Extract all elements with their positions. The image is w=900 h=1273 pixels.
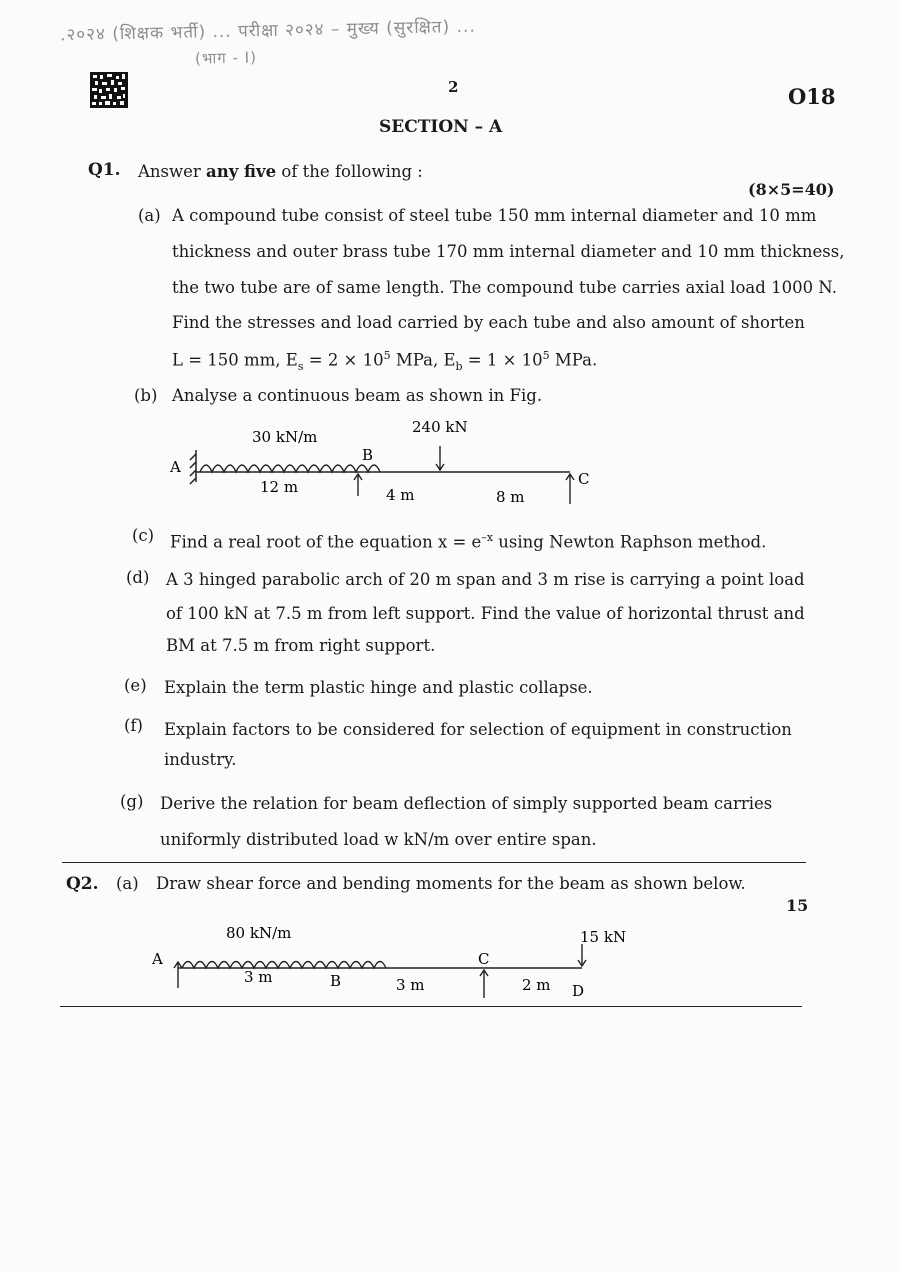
q1b-label: (b) <box>134 386 158 405</box>
q1a-label: (a) <box>138 206 161 225</box>
q1d-line-3: BM at 7.5 m from right support. <box>166 636 436 655</box>
q1-marks: (8×5=40) <box>748 180 835 199</box>
fig2-label-A: A <box>152 950 163 968</box>
q2-marks: 15 <box>786 896 809 915</box>
q1e-label: (e) <box>124 676 147 695</box>
q1c-text: Find a real root of the equation $x = e^{-x}$ using Newton Raphson method. <box>170 531 767 552</box>
q2a-label: (a) <box>116 874 139 893</box>
fig2-point-load-arrow-icon <box>578 944 586 966</box>
q1e-text: Explain the term plastic hinge and plastic collapse. <box>164 678 593 697</box>
fig2-label-B: B <box>330 972 342 990</box>
q1g-line-2: uniformly distributed load w kN/m over entire span. <box>160 830 597 849</box>
q1g-label: (g) <box>120 792 144 811</box>
fig1-udl-icon <box>200 465 380 472</box>
question-number-1: Q1. <box>88 160 121 180</box>
q1g-line-1: Derive the relation for beam deflection of simply supported beam carries <box>160 794 773 813</box>
fig1-point-load-arrow-icon <box>436 446 444 470</box>
q1d-line-2: of 100 kN at 7.5 m from left support. Find the value of horizontal thrust and <box>166 604 805 623</box>
q1a-line-2: thickness and outer brass tube 170 mm internal diameter and 10 mm thickness, <box>172 242 845 261</box>
fixed-support-icon <box>190 450 196 484</box>
q1a-line-3: the two tube are of same length. The compound tube carries axial load 1000 N. <box>172 278 837 297</box>
continuous-beam-figure <box>160 412 620 512</box>
overhanging-beam-figure <box>140 918 640 1004</box>
fig1-label-B: B <box>362 446 374 464</box>
q1a-line-1: A compound tube consist of steel tube 150 mm internal diameter and 10 mm <box>172 206 817 225</box>
fig2-span-BC: 3 m <box>396 976 425 994</box>
fig1-support-C-icon <box>566 474 574 504</box>
q1c-label: (c) <box>132 526 155 545</box>
q1f-label: (f) <box>124 716 143 735</box>
fig1-support-B-icon <box>354 474 362 496</box>
fig2-label-C: C <box>478 950 490 968</box>
divider-bottom <box>60 1006 802 1007</box>
q1a-line-5: L = 150 mm, $E_s = 2 \times 10^5$ MPa, $E_b = 1 \times 10^5$ MPa. <box>172 349 598 373</box>
page-number: 2 <box>448 78 459 96</box>
fig2-support-A-icon <box>174 962 182 988</box>
q1f-line-1: Explain factors to be considered for selection of equipment in construction <box>164 720 792 739</box>
fig2-label-D: D <box>572 982 585 1000</box>
q1f-line-2: industry. <box>164 750 237 769</box>
fig2-udl-icon <box>182 962 386 969</box>
question-number-2: Q2. <box>66 874 99 894</box>
q1d-line-1: A 3 hinged parabolic arch of 20 m span and 3 m rise is carrying a point load <box>166 570 805 589</box>
fig2-span-AB: 3 m <box>244 968 273 986</box>
fig1-udl-label: 30 kN/m <box>252 428 318 446</box>
fig1-point-load-label: 240 kN <box>412 418 468 436</box>
q1b-text: Analyse a continuous beam as shown in Fig. <box>172 386 543 405</box>
fig2-udl-label: 80 kN/m <box>226 924 292 942</box>
q1-intro: Answer any five of the following : <box>138 162 423 181</box>
q2a-text: Draw shear force and bending moments for the beam as shown below. <box>156 874 746 893</box>
q1a-line-4: Find the stresses and load carried by each tube and also amount of shorten <box>172 313 805 332</box>
handwritten-header: .२०२४ (शिक्षक भर्ती) ... परीक्षा २०२४ – मुख्य (सुरक्षित) ... <box>59 16 476 46</box>
fig2-point-load-label: 15 kN <box>580 928 627 946</box>
fig2-span-CD: 2 m <box>522 976 551 994</box>
handwritten-subheader: (भाग - I) <box>194 48 258 68</box>
q1d-label: (d) <box>126 568 150 587</box>
fig1-label-A: A <box>170 458 181 476</box>
paper-code: O18 <box>788 84 836 109</box>
fig1-span-AB: 12 m <box>260 478 299 496</box>
fig1-label-C: C <box>578 470 590 488</box>
divider-top <box>62 862 806 863</box>
qr-code-icon <box>90 72 128 108</box>
fig1-span-load-C: 8 m <box>496 488 525 506</box>
fig1-span-B-load: 4 m <box>386 486 415 504</box>
fig2-support-C-icon <box>480 970 488 998</box>
section-title: SECTION – A <box>379 117 503 137</box>
